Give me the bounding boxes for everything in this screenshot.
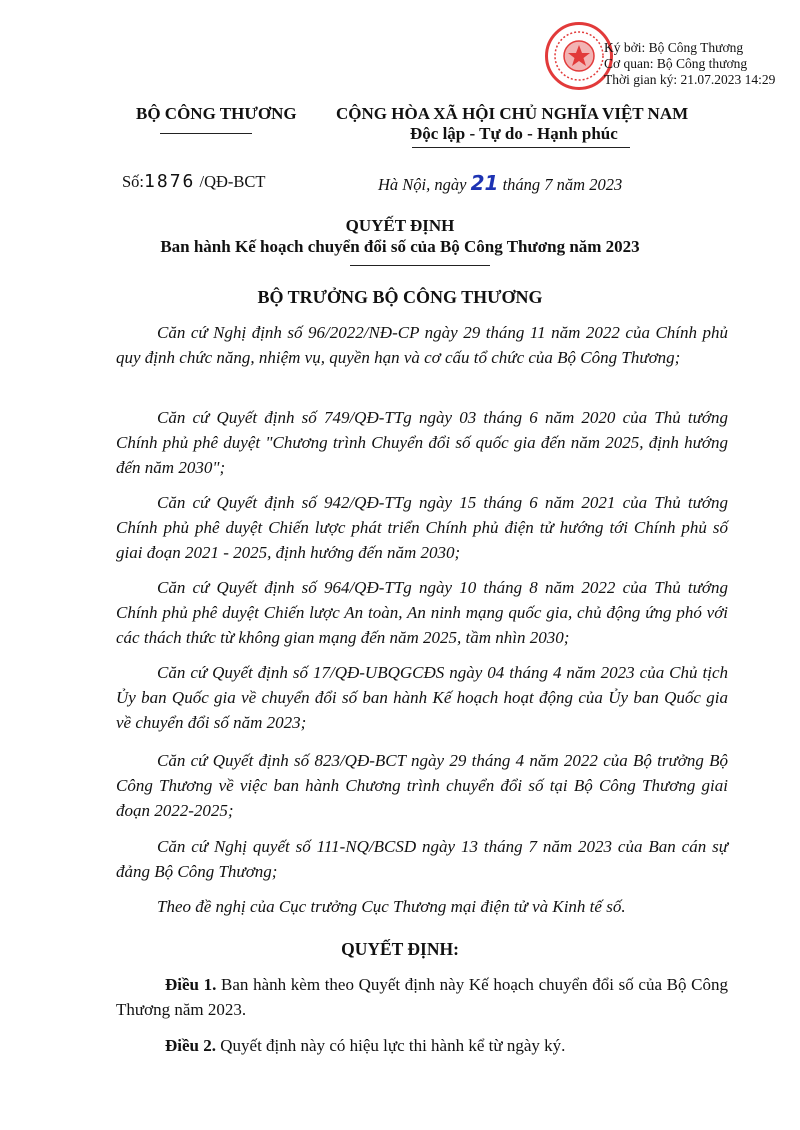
official-seal-icon [545, 22, 613, 90]
legal-basis-4: Căn cứ Quyết định số 964/QĐ-TTg ngày 10 tháng 8 năm 2022 của Thủ tướng Chính phủ phê duyệt Chiến lược An toàn, An ninh mạng quốc gia, chủ động ứng phó với các thách thức từ không gian mạng đến năm 2025, tầm nhìn 2030; [116, 578, 728, 647]
issuing-agency: BỘ CÔNG THƯƠNG [136, 104, 297, 123]
place-and-date [378, 171, 622, 195]
national-motto: Độc lập - Tự do - Hạnh phúc [410, 124, 618, 143]
signature-agency: Cơ quan: Bộ Công thương [604, 56, 748, 71]
article-2 [116, 1033, 728, 1058]
proposal-basis: Theo đề nghị của Cục trưởng Cục Thương mại điện tử và Kinh tế số. [157, 897, 626, 916]
signature-time: Thời gian ký: 21.07.2023 14:29 [604, 72, 776, 87]
legal-basis-3: Căn cứ Quyết định số 942/QĐ-TTg ngày 15 tháng 6 năm 2021 của Thủ tướng Chính phủ phê duyệt Chiến lược phát triển Chính phủ điện tử hướng tới Chính phủ số giai đoạn 2021 - 2025, định hướng đến năm 2030; [116, 493, 728, 562]
doc-number-handwritten: 1876 [144, 171, 196, 192]
article-1 [116, 972, 728, 1022]
document-subject: Ban hành Kế hoạch chuyển đổi số của Bộ Công Thương năm 2023 [160, 237, 640, 256]
date-suffix: tháng 7 năm 2023 [498, 175, 623, 194]
article-2-text: Quyết định này có hiệu lực thi hành kể từ ngày ký. [216, 1036, 566, 1055]
date-prefix: Hà Nội, ngày [378, 175, 471, 194]
title-underline [350, 265, 490, 266]
document-type: QUYẾT ĐỊNH [345, 216, 455, 235]
doc-number-prefix: Số: [122, 172, 145, 191]
motto-underline [412, 147, 630, 148]
legal-basis-5: Căn cứ Quyết định số 17/QĐ-UBQGCĐS ngày 04 tháng 4 năm 2023 của Chủ tịch Ủy ban Quốc gia về chuyển đổi số ban hành Kế hoạch hoạt động của Ủy ban Quốc gia về chuyển đổi số năm 2023; [116, 663, 728, 732]
article-1-text: Ban hành kèm theo Quyết định này Kế hoạch chuyển đổi số của Bộ Công Thương năm 2023. [116, 975, 728, 1019]
article-1-label: Điều 1. [165, 975, 217, 994]
article-2-label: Điều 2. [165, 1036, 216, 1055]
signature-signed-by: Ký bởi: Bộ Công Thương [604, 40, 744, 55]
national-title: CỘNG HÒA XÃ HỘI CHỦ NGHĨA VIỆT NAM [336, 104, 689, 123]
legal-basis-1: Căn cứ Nghị định số 96/2022/NĐ-CP ngày 29 tháng 11 năm 2022 của Chính phủ quy định chức năng, nhiệm vụ, quyền hạn và cơ cấu tổ chức của Bộ Công Thương; [116, 323, 728, 367]
agency-underline [160, 133, 252, 134]
doc-number-suffix: /QĐ-BCT [195, 172, 266, 191]
date-day-handwritten: 21 [470, 171, 499, 195]
legal-basis-2: Căn cứ Quyết định số 749/QĐ-TTg ngày 03 tháng 6 năm 2020 của Thủ tướng Chính phủ phê duyệt "Chương trình Chuyển đổi số quốc gia đến năm 2025, định hướng đến năm 2030"; [116, 408, 728, 477]
document-number [122, 171, 266, 192]
legal-basis-6: Căn cứ Quyết định số 823/QĐ-BCT ngày 29 tháng 4 năm 2022 của Bộ trưởng Bộ Công Thương về việc ban hành Chương trình chuyển đổi số tại Bộ Công Thương giai đoạn 2022-2025; [116, 751, 728, 820]
legal-basis-7: Căn cứ Nghị quyết số 111-NQ/BCSD ngày 13 tháng 7 năm 2023 của Ban cán sự đảng Bộ Công Thương; [116, 837, 728, 881]
issuer-title: BỘ TRƯỞNG BỘ CÔNG THƯƠNG [257, 287, 543, 307]
decision-heading: QUYẾT ĐỊNH: [341, 939, 459, 959]
